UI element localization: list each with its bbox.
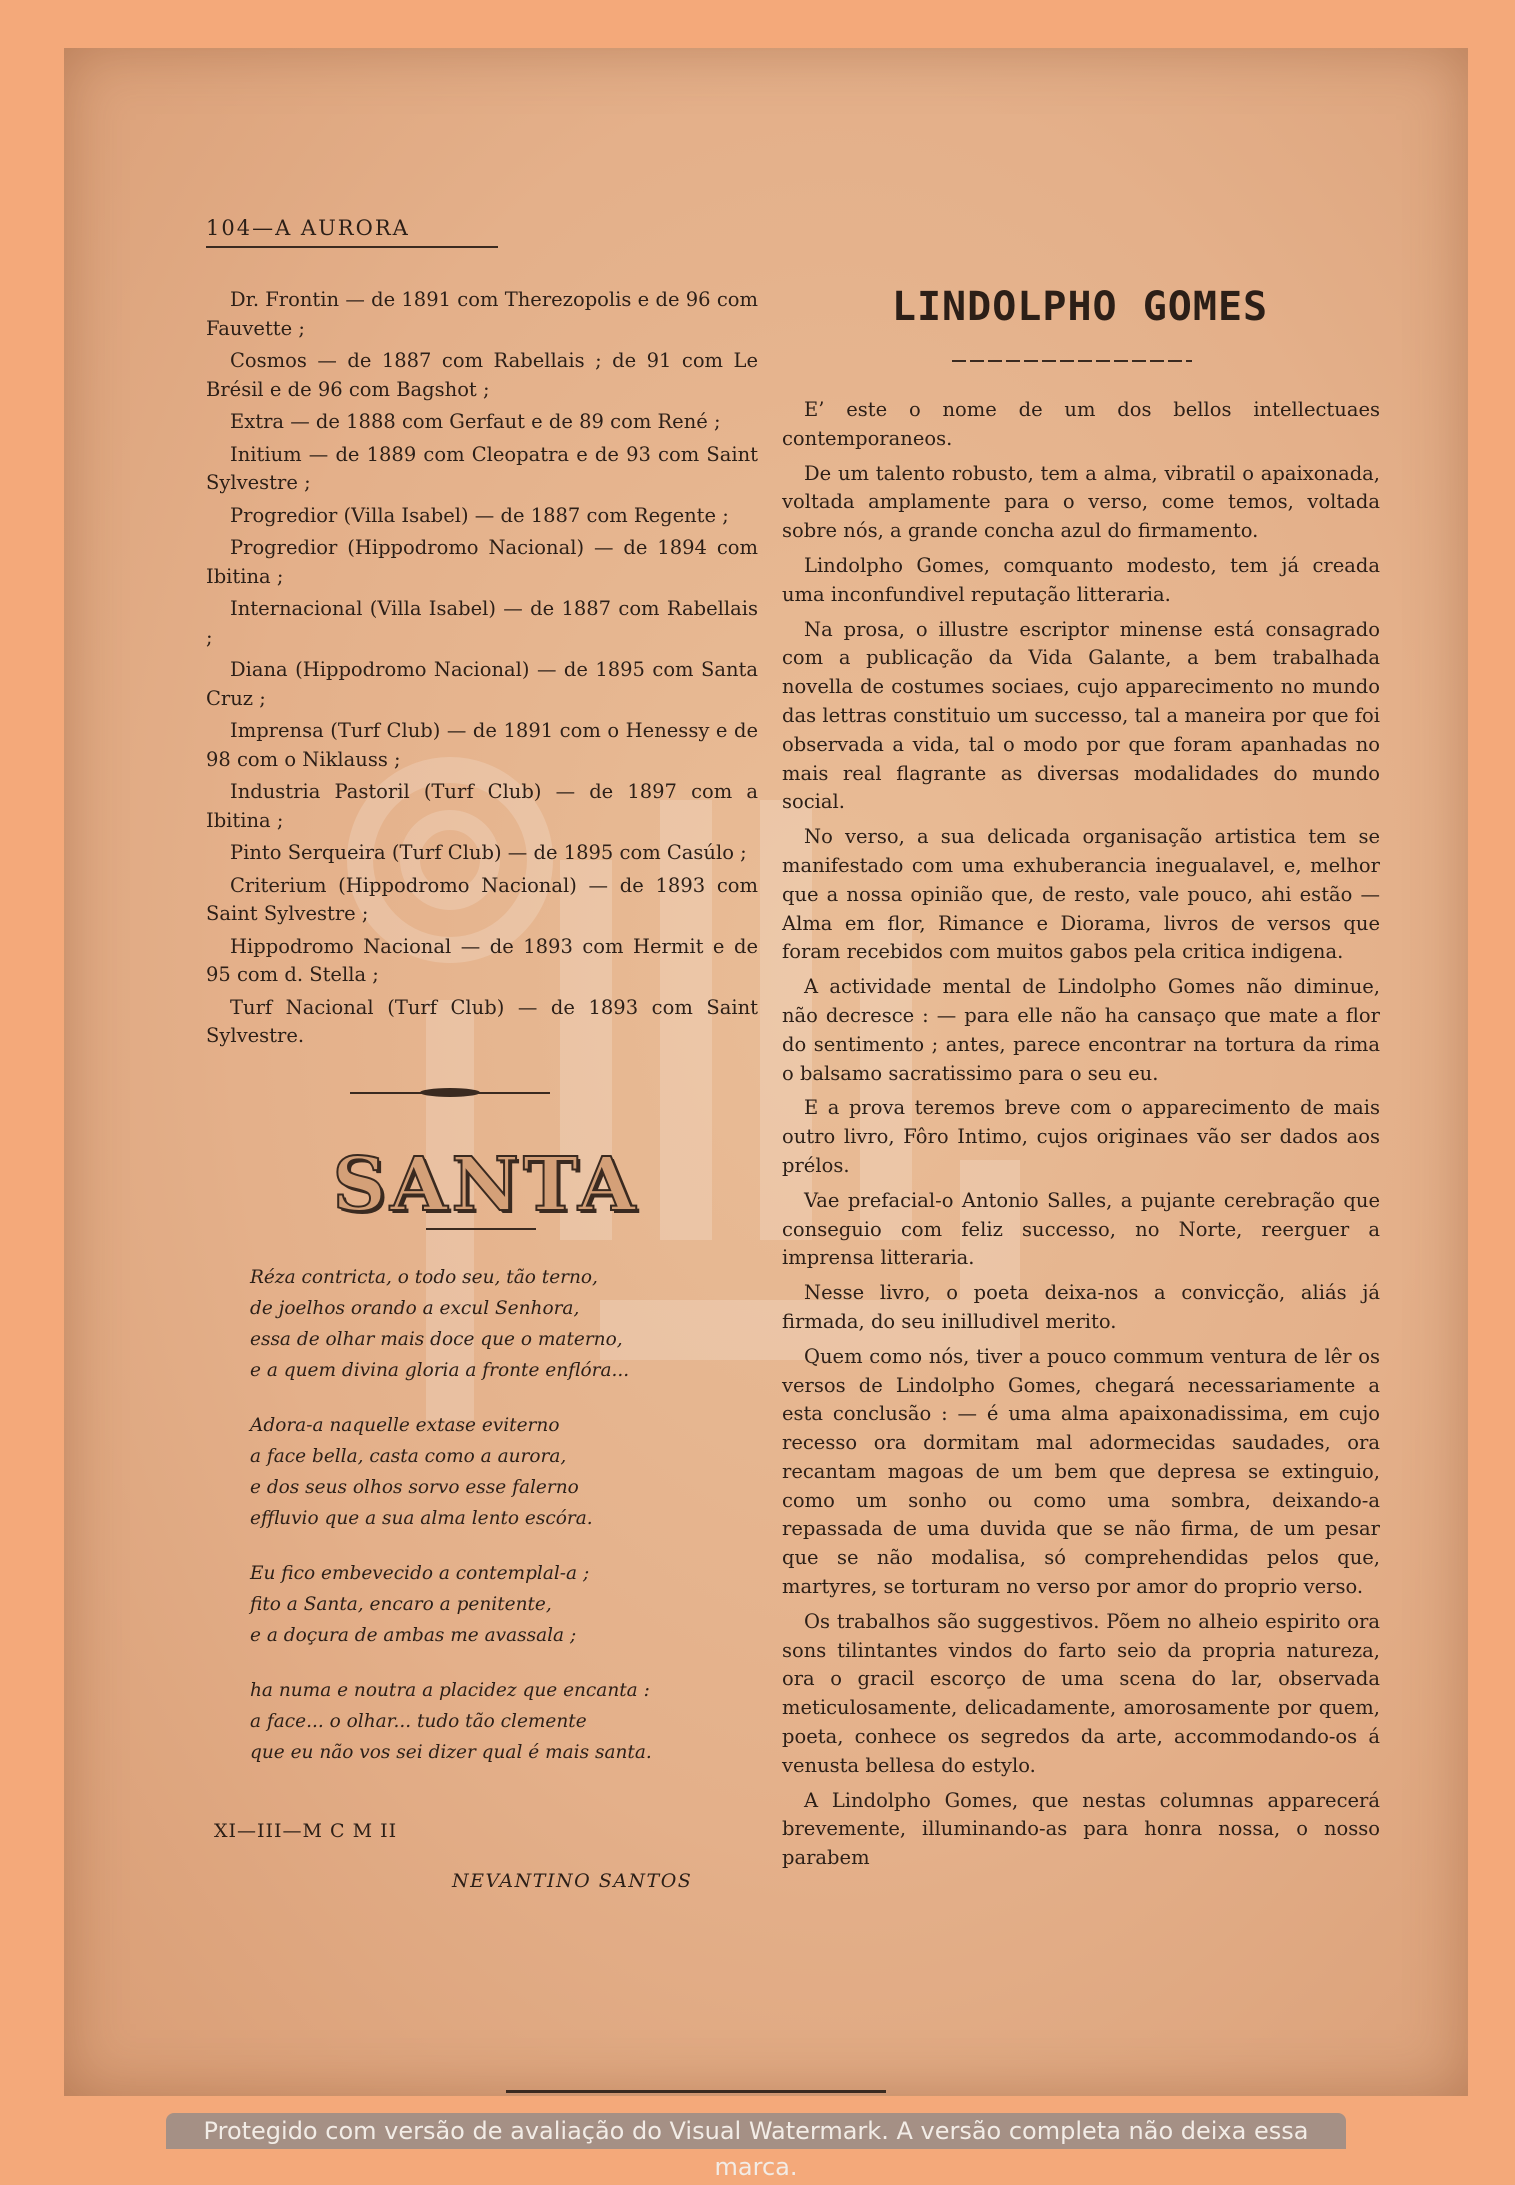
article-body — [782, 396, 1380, 1879]
article-paragraph: De um talento robusto, tem a alma, vibratil o apaixonada, voltada amplamente para o verso, come temos, voltada sobre nós, a grande concha azul do firmamento. — [782, 461, 1380, 543]
race-entry: Initium — de 1889 com Cleopatra e de 93 com Saint Sylvestre ; — [206, 442, 758, 494]
poem-verse: e a doçura de ambas me avassala ; — [250, 1625, 577, 1646]
race-entry: Dr. Frontin — de 1891 com Therezopolis e de 96 com Fauvette ; — [206, 288, 758, 340]
poem-verse: a face... o olhar... tudo tão clemente — [250, 1711, 587, 1732]
race-entry: Progredior (Hippodromo Nacional) — de 1894 com Ibitina ; — [206, 536, 758, 588]
ornament-divider-icon — [350, 1087, 550, 1099]
poem-stanza — [250, 1675, 720, 1768]
article-title: LINDOLPHO GOMES — [891, 284, 1269, 330]
poem-verse: effluvio que a sua alma lento escóra. — [250, 1508, 593, 1529]
article-paragraph: E’ este o nome de um dos bellos intellectuaes contemporaneos. — [782, 398, 1380, 450]
race-entry: Progredior (Villa Isabel) — de 1887 com Regente ; — [230, 503, 729, 527]
poem-verse: Adora-a naquelle extase eviterno — [250, 1415, 560, 1436]
article-paragraph: A Lindolpho Gomes, que nestas columnas apparecerá brevemente, illuminando-as para honra nossa, o nosso parabem — [782, 1788, 1380, 1870]
poem-title: SANTA — [332, 1142, 640, 1228]
poem-body — [250, 1262, 720, 1792]
race-entry: Turf Nacional (Turf Club) — de 1893 com Saint Sylvestre. — [206, 995, 758, 1047]
race-entry: Extra — de 1888 com Gerfaut e de 89 com René ; — [230, 410, 721, 433]
race-entry: Pinto Serqueira (Turf Club) — de 1895 com Casúlo ; — [230, 841, 747, 864]
poem-verse: e dos seus olhos sorvo esse falerno — [250, 1477, 579, 1498]
poem-verse: Réza contricta, o todo seu, tão terno, — [250, 1267, 598, 1288]
article-paragraph: Vae prefacial-o Antonio Salles, a pujante cerebração que conseguio com feliz successo, no Norte, reerguer a imprensa litteraria. — [782, 1188, 1380, 1270]
article-paragraph: Os trabalhos são suggestivos. Põem no alheio espirito ora sons tilintantes vindos do farto seio da propria natureza, ora o gracil escorço de uma scena do lar, observada meticulosamente, delicadamente, amorosamente por quem, poeta, conhece os segredos da arte, accommodando-os á venusta bellesa do estylo. — [782, 1609, 1380, 1777]
poem-verse: que eu não vos sei dizer qual é mais santa. — [250, 1742, 652, 1763]
race-entry: Criterium (Hippodromo Nacional) — de 1893 com Saint Sylvestre ; — [206, 873, 758, 925]
title-rule — [426, 1228, 536, 1230]
poem-date: XI—III—M C M II — [214, 1820, 398, 1842]
page-header: 104—A AURORA — [206, 216, 498, 248]
race-entry: Cosmos — de 1887 com Rabellais ; de 91 com Le Brésil e de 96 com Bagshot ; — [206, 349, 758, 401]
poem-stanza — [250, 1558, 720, 1651]
left-column — [206, 286, 758, 1055]
article-paragraph: Lindolpho Gomes, comquanto modesto, tem já creada uma inconfundivel reputação litteraria. — [782, 553, 1380, 606]
article-paragraph: E a prova teremos breve com o apparecimento de mais outro livro, Fôro Intimo, cujos originaes vão ser dados aos prélos. — [782, 1096, 1380, 1177]
poem-verse: a face bella, casta como a aurora, — [250, 1446, 567, 1467]
race-entry: Diana (Hippodromo Nacional) — de 1895 com Santa Cruz ; — [206, 658, 758, 710]
poem-verse: ha numa e noutra a placidez que encanta : — [250, 1680, 650, 1701]
poem-verse: fito a Santa, encaro a penitente, — [250, 1594, 552, 1615]
race-entry: Internacional (Villa Isabel) — de 1887 com Rabellais ; — [206, 597, 758, 649]
poem-stanza — [250, 1262, 720, 1386]
poem-author: NEVANTINO SANTOS — [452, 1870, 693, 1892]
article-paragraph: A actividade mental de Lindolpho Gomes não diminue, não decresce : — para elle não ha cansaço que mate a flor do sentimento ; antes, parece encontrar na tortura da rima o balsamo sacratissimo para o seu eu. — [782, 975, 1380, 1085]
poem-verse: Eu fico embevecido a contemplal-a ; — [250, 1563, 590, 1584]
poem-verse: de joelhos orando a excul Senhora, — [250, 1298, 580, 1319]
article-paragraph: Na prosa, o illustre escriptor minense está consagrado com a publicação da Vida Galante, a bem trabalhada novella de costumes sociaes, cujo apparecimento no mundo das lettras constituio um successo, tal a maneira por que foi observada a vida, tal o modo por que foram apanhadas no mais real flagrante as diversas modalidades do mundo social. — [782, 617, 1380, 814]
race-entry: Hippodromo Nacional — de 1893 com Hermit e de 95 com d. Stella ; — [206, 934, 758, 986]
article-title-rule — [952, 360, 1192, 362]
poem-stanza — [250, 1410, 720, 1534]
article-paragraph: Nesse livro, o poeta deixa-nos a convicção, aliás já firmada, do seu inilludivel merito. — [782, 1281, 1380, 1333]
race-entry: Industria Pastoril (Turf Club) — de 1897 com a Ibitina ; — [206, 780, 758, 832]
poem-verse: essa de olhar mais doce que o materno, — [250, 1329, 623, 1350]
poem-verse: e a quem divina gloria a fronte enflóra... — [250, 1360, 630, 1381]
race-entry: Imprensa (Turf Club) — de 1891 com o Henessy e de 98 com o Niklauss ; — [206, 719, 758, 771]
article-paragraph: No verso, a sua delicada organisação artistica tem se manifestado com uma exhuberancia inegualavel, e, melhor que a nossa opinião que, de resto, vale pouco, ahi estão — Alma em flor, Rimance e Diorama, livros de versos que foram recebidos com muitos gabos pela critica indigena. — [782, 825, 1380, 964]
footer-rule — [506, 2090, 886, 2093]
watermark-notice: Protegido com versão de avaliação do Visual Watermark. A versão completa não deixa essa marca. — [166, 2113, 1346, 2149]
article-paragraph: Quem como nós, tiver a pouco commum ventura de lêr os versos de Lindolpho Gomes, chegará necessariamente a esta conclusão : — é uma alma apaixonadissima, em cujo recesso ora dormitam mal adormecidas saudades, ora recantam magoas de um bem que depresa se extinguio, como um sonho ou como uma sombra, deixando-a repassada de uma duvida que se não firma, de um pesar que se não modalisa, só comprehendidas pelos que, martyres, se torturam no verso por amor do proprio verso. — [782, 1344, 1380, 1599]
